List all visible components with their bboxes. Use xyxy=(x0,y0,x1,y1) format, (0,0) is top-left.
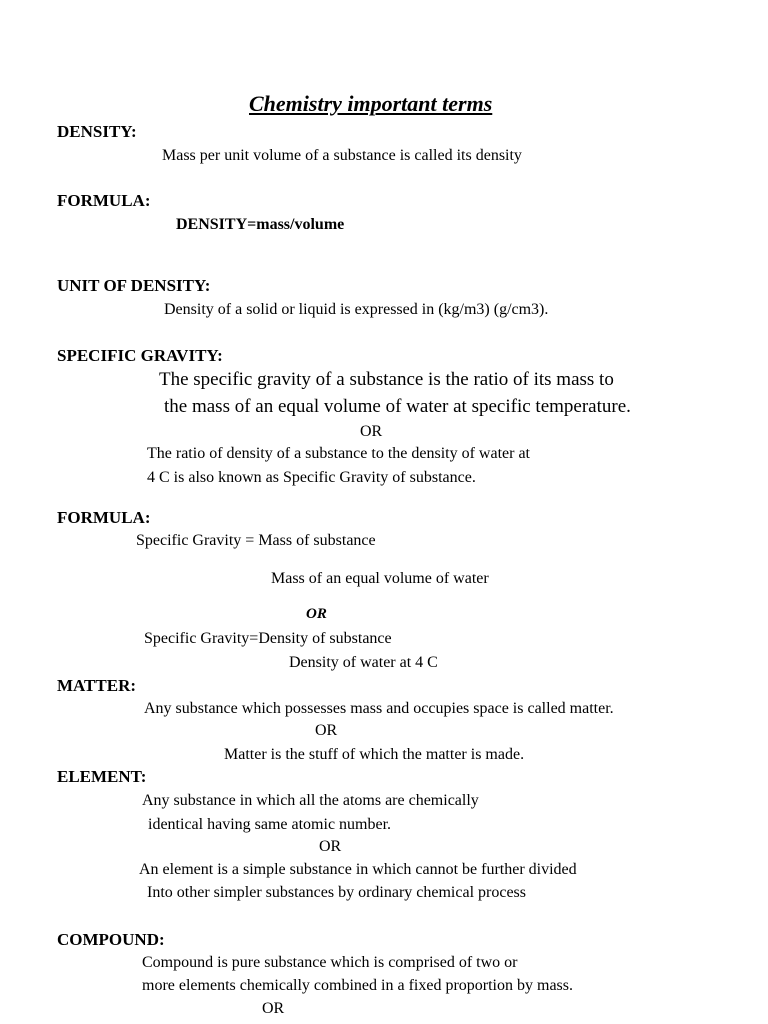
specific-gravity-formula-2-denominator: Density of water at 4 C xyxy=(289,654,438,671)
specific-gravity-formula-1-numerator: Specific Gravity = Mass of substance xyxy=(136,532,376,549)
matter-or: OR xyxy=(315,722,338,739)
specific-gravity-line-2: the mass of an equal volume of water at specific temperature. xyxy=(164,396,631,417)
element-line-1: Any substance in which all the atoms are chemically xyxy=(142,792,479,809)
unit-of-density-text: Density of a solid or liquid is expressed in (kg/m3) (g/cm3). xyxy=(164,301,549,318)
element-line-3: An element is a simple substance in which cannot be further divided xyxy=(139,861,577,878)
unit-of-density-heading: UNIT OF DENSITY: xyxy=(57,276,211,295)
specific-gravity-heading: SPECIFIC GRAVITY: xyxy=(57,346,223,365)
matter-line-2: Matter is the stuff of which the matter is made. xyxy=(224,746,525,763)
compound-or: OR xyxy=(262,1000,285,1017)
compound-heading: COMPOUND: xyxy=(57,930,165,949)
matter-line-1: Any substance which possesses mass and occupies space is called matter. xyxy=(144,700,614,717)
matter-heading: MATTER: xyxy=(57,676,137,695)
element-or: OR xyxy=(319,838,342,855)
specific-gravity-line-1: The specific gravity of a substance is the ratio of its mass to xyxy=(159,369,614,390)
density-heading: DENSITY: xyxy=(57,122,137,141)
element-line-4: Into other simpler substances by ordinary chemical process xyxy=(147,884,526,901)
density-formula: DENSITY=mass/volume xyxy=(176,216,345,233)
specific-gravity-line-4: 4 C is also known as Specific Gravity of substance. xyxy=(147,469,476,486)
specific-gravity-formula-1-denominator: Mass of an equal volume of water xyxy=(271,570,489,587)
specific-gravity-formula-heading: FORMULA: xyxy=(57,508,151,527)
density-formula-heading: FORMULA: xyxy=(57,191,151,210)
compound-line-1: Compound is pure substance which is comprised of two or xyxy=(142,954,518,971)
specific-gravity-formula-2-numerator: Specific Gravity=Density of substance xyxy=(144,630,392,647)
density-definition: Mass per unit volume of a substance is called its density xyxy=(162,147,522,164)
specific-gravity-formula-or: OR xyxy=(306,606,327,622)
specific-gravity-line-3: The ratio of density of a substance to the density of water at xyxy=(147,445,530,462)
page-title: Chemistry important terms xyxy=(249,91,493,116)
element-line-2: identical having same atomic number. xyxy=(148,816,392,833)
specific-gravity-or: OR xyxy=(360,423,383,440)
compound-line-2: more elements chemically combined in a fixed proportion by mass. xyxy=(142,977,573,994)
element-heading: ELEMENT: xyxy=(57,767,147,786)
